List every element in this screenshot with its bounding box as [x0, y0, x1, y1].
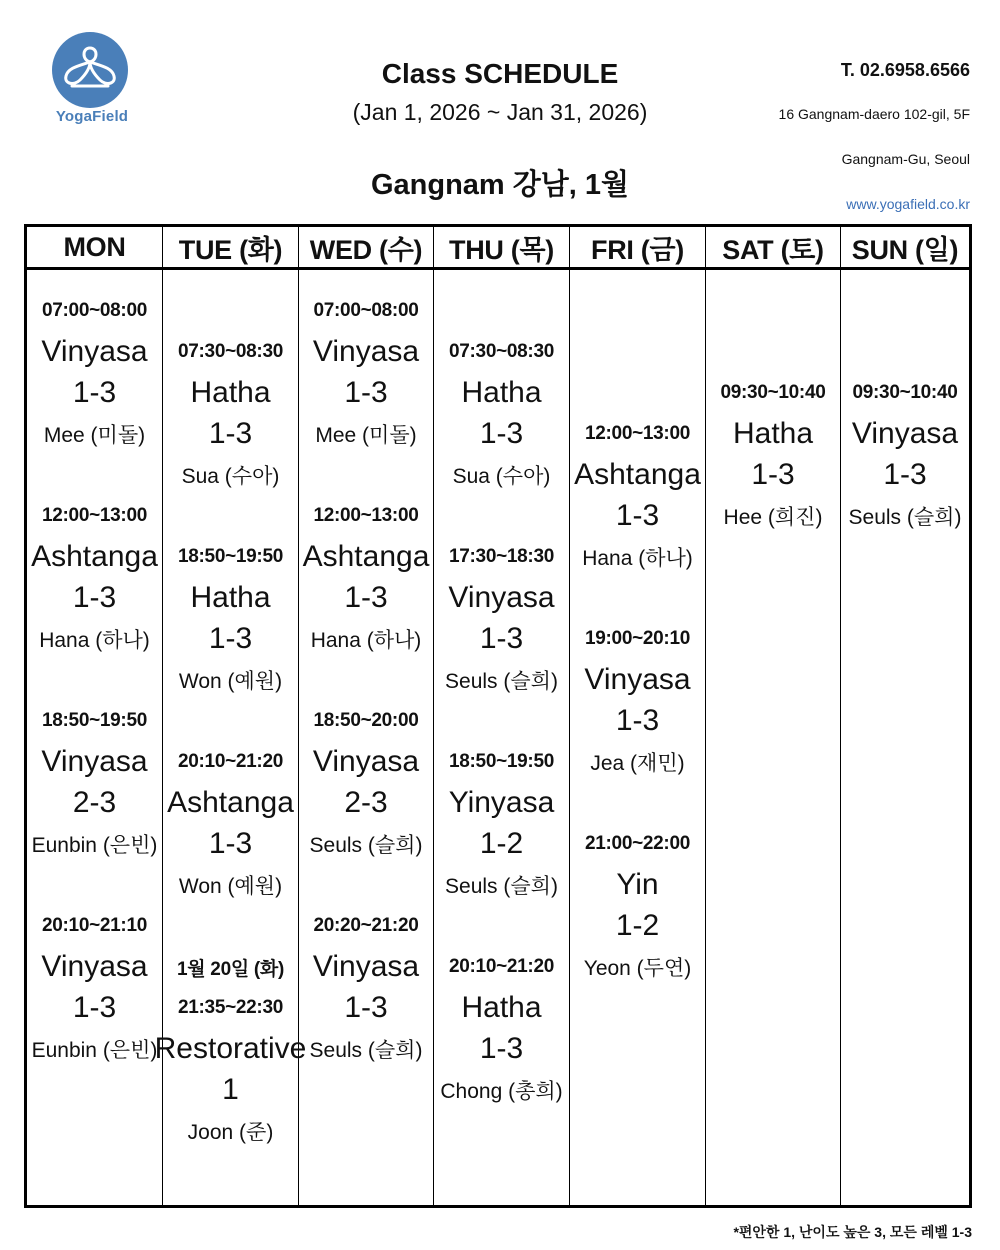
day-header-wed: WED (수)	[299, 227, 433, 270]
class-level: 1-3	[344, 376, 388, 409]
class-name: Ashtanga	[574, 458, 701, 491]
instructor-name: Eunbin (은빈)	[31, 1039, 158, 1062]
class-level: 1-2	[615, 909, 660, 942]
class-level: 1-3	[344, 991, 388, 1024]
class-time: 20:10~21:20	[449, 956, 554, 977]
class-level: 1-3	[751, 458, 795, 491]
class-time: 12:00~13:00	[42, 505, 147, 526]
class-time: 18:50~19:50	[449, 751, 554, 772]
class-time: 07:30~08:30	[449, 341, 554, 362]
class-level: 1-2	[479, 827, 524, 860]
class-time: 19:00~20:10	[585, 628, 690, 649]
day-column-mon	[27, 227, 163, 1205]
class-level: 1-3	[883, 458, 927, 491]
instructor-name: Mee (미돌)	[43, 424, 146, 447]
instructor-name: Mee (미돌)	[315, 424, 417, 447]
schedule-table	[24, 224, 972, 1208]
class-time: 09:30~10:40	[720, 382, 826, 403]
day-column-sun	[841, 227, 969, 1205]
class-level: 1-3	[615, 704, 660, 737]
class-name: Vinyasa	[448, 581, 555, 614]
class-time: 12:00~13:00	[585, 423, 690, 444]
instructor-name: Hana (하나)	[39, 629, 150, 652]
class-name: Vinyasa	[312, 335, 420, 368]
instructor-name: Sua (수아)	[452, 465, 551, 488]
class-name: Vinyasa	[312, 745, 420, 778]
class-time: 07:00~08:00	[313, 300, 419, 321]
class-time: 20:10~21:10	[42, 915, 147, 936]
class-name: Hatha	[190, 376, 271, 409]
instructor-name: Jea (재민)	[590, 752, 685, 775]
class-time: 18:50~19:50	[42, 710, 147, 731]
class-level: 1-3	[72, 376, 117, 409]
class-time: 09:30~10:40	[852, 382, 958, 403]
class-time: 21:00~22:00	[585, 833, 690, 854]
day-header-mon: MON	[27, 227, 162, 270]
class-name: Ashtanga	[31, 540, 158, 573]
class-level: 1-3	[72, 991, 117, 1024]
day-column-thu	[434, 227, 570, 1205]
class-level: 1	[222, 1073, 239, 1106]
instructor-name: Hee (희진)	[723, 506, 823, 529]
class-level: 1-3	[344, 581, 388, 614]
class-time: 17:30~18:30	[449, 546, 554, 567]
class-name: Vinyasa	[41, 745, 148, 778]
day-header-thu: THU (목)	[434, 227, 569, 270]
day-header-sat: SAT (토)	[706, 227, 840, 270]
class-name: Hatha	[461, 376, 542, 409]
class-level: 1-3	[479, 1032, 524, 1065]
class-time: 12:00~13:00	[313, 505, 419, 526]
class-name: Hatha	[732, 417, 814, 450]
instructor-name: Sua (수아)	[181, 465, 280, 488]
day-header-fri: FRI (금)	[570, 227, 705, 270]
class-level: 1-3	[615, 499, 660, 532]
level-footnote: *편안한 1, 난이도 높은 3, 모든 레벨 1-3	[733, 1224, 972, 1240]
class-level: 1-3	[208, 827, 253, 860]
class-level: 1-3	[208, 417, 253, 450]
class-name: Vinyasa	[312, 950, 420, 983]
class-time: 07:30~08:30	[178, 341, 283, 362]
class-time: 18:50~20:00	[313, 710, 419, 731]
instructor-name: Yeon (두연)	[583, 957, 692, 980]
page-title: Class SCHEDULE	[381, 58, 619, 89]
class-name: Hatha	[190, 581, 271, 614]
class-level: 2-3	[72, 786, 117, 819]
address-line-2: Gangnam-Gu, Seoul	[841, 151, 970, 167]
class-time: 18:50~19:50	[178, 546, 283, 567]
class-level: 1-3	[72, 581, 117, 614]
instructor-name: Eunbin (은빈)	[31, 834, 158, 857]
instructor-name: Joon (준)	[187, 1121, 274, 1144]
class-time: 21:35~22:30	[178, 997, 283, 1018]
class-name: Ashtanga	[302, 540, 430, 573]
class-level: 1-3	[479, 622, 524, 655]
day-header-tue: TUE (화)	[163, 227, 298, 270]
instructor-name: Seuls (슬희)	[309, 834, 423, 857]
phone-number: T. 02.6958.6566	[840, 60, 970, 80]
class-name: Vinyasa	[584, 663, 691, 696]
class-level: 1-3	[479, 417, 524, 450]
logo	[48, 32, 136, 132]
class-name: Hatha	[461, 991, 542, 1024]
class-time: 20:20~21:20	[313, 915, 419, 936]
class-name: Vinyasa	[851, 417, 959, 450]
class-time: 20:10~21:20	[178, 751, 283, 772]
class-time: 07:00~08:00	[42, 300, 147, 321]
instructor-name: Seuls (슬희)	[445, 670, 558, 693]
class-name: Restorative	[154, 1032, 307, 1065]
class-level: 1-3	[208, 622, 253, 655]
class-name: Yin	[616, 868, 659, 901]
instructor-name: Hana (하나)	[310, 629, 422, 652]
instructor-name: Seuls (슬희)	[848, 506, 962, 529]
class-time: 1월 20일 (화)	[177, 958, 284, 980]
instructor-name: Seuls (슬희)	[309, 1039, 423, 1062]
website-link[interactable]: www.yogafield.co.kr	[846, 196, 970, 212]
class-name: Ashtanga	[167, 786, 294, 819]
instructor-name: Won (예원)	[178, 875, 283, 898]
address-line-1: 16 Gangnam-daero 102-gil, 5F	[778, 106, 970, 122]
location-title: Gangnam 강남, 1월	[370, 169, 630, 201]
day-column-tue	[154, 227, 307, 1205]
day-column-wed	[299, 227, 434, 1205]
instructor-name: Chong (총희)	[440, 1080, 563, 1103]
logo-brand-text: YogaField	[55, 108, 129, 125]
day-header-sun: SUN (일)	[841, 227, 969, 270]
class-name: Yinyasa	[448, 786, 555, 819]
class-name: Vinyasa	[41, 335, 148, 368]
instructor-name: Hana (하나)	[582, 547, 693, 570]
date-range: (Jan 1, 2026 ~ Jan 31, 2026)	[352, 99, 648, 125]
class-name: Vinyasa	[41, 950, 148, 983]
class-level: 2-3	[344, 786, 388, 819]
instructor-name: Seuls (슬희)	[445, 875, 558, 898]
instructor-name: Won (예원)	[178, 670, 283, 693]
day-column-fri	[570, 227, 706, 1205]
yoga-field-logo-icon	[52, 32, 128, 108]
day-column-sat	[706, 227, 841, 1205]
